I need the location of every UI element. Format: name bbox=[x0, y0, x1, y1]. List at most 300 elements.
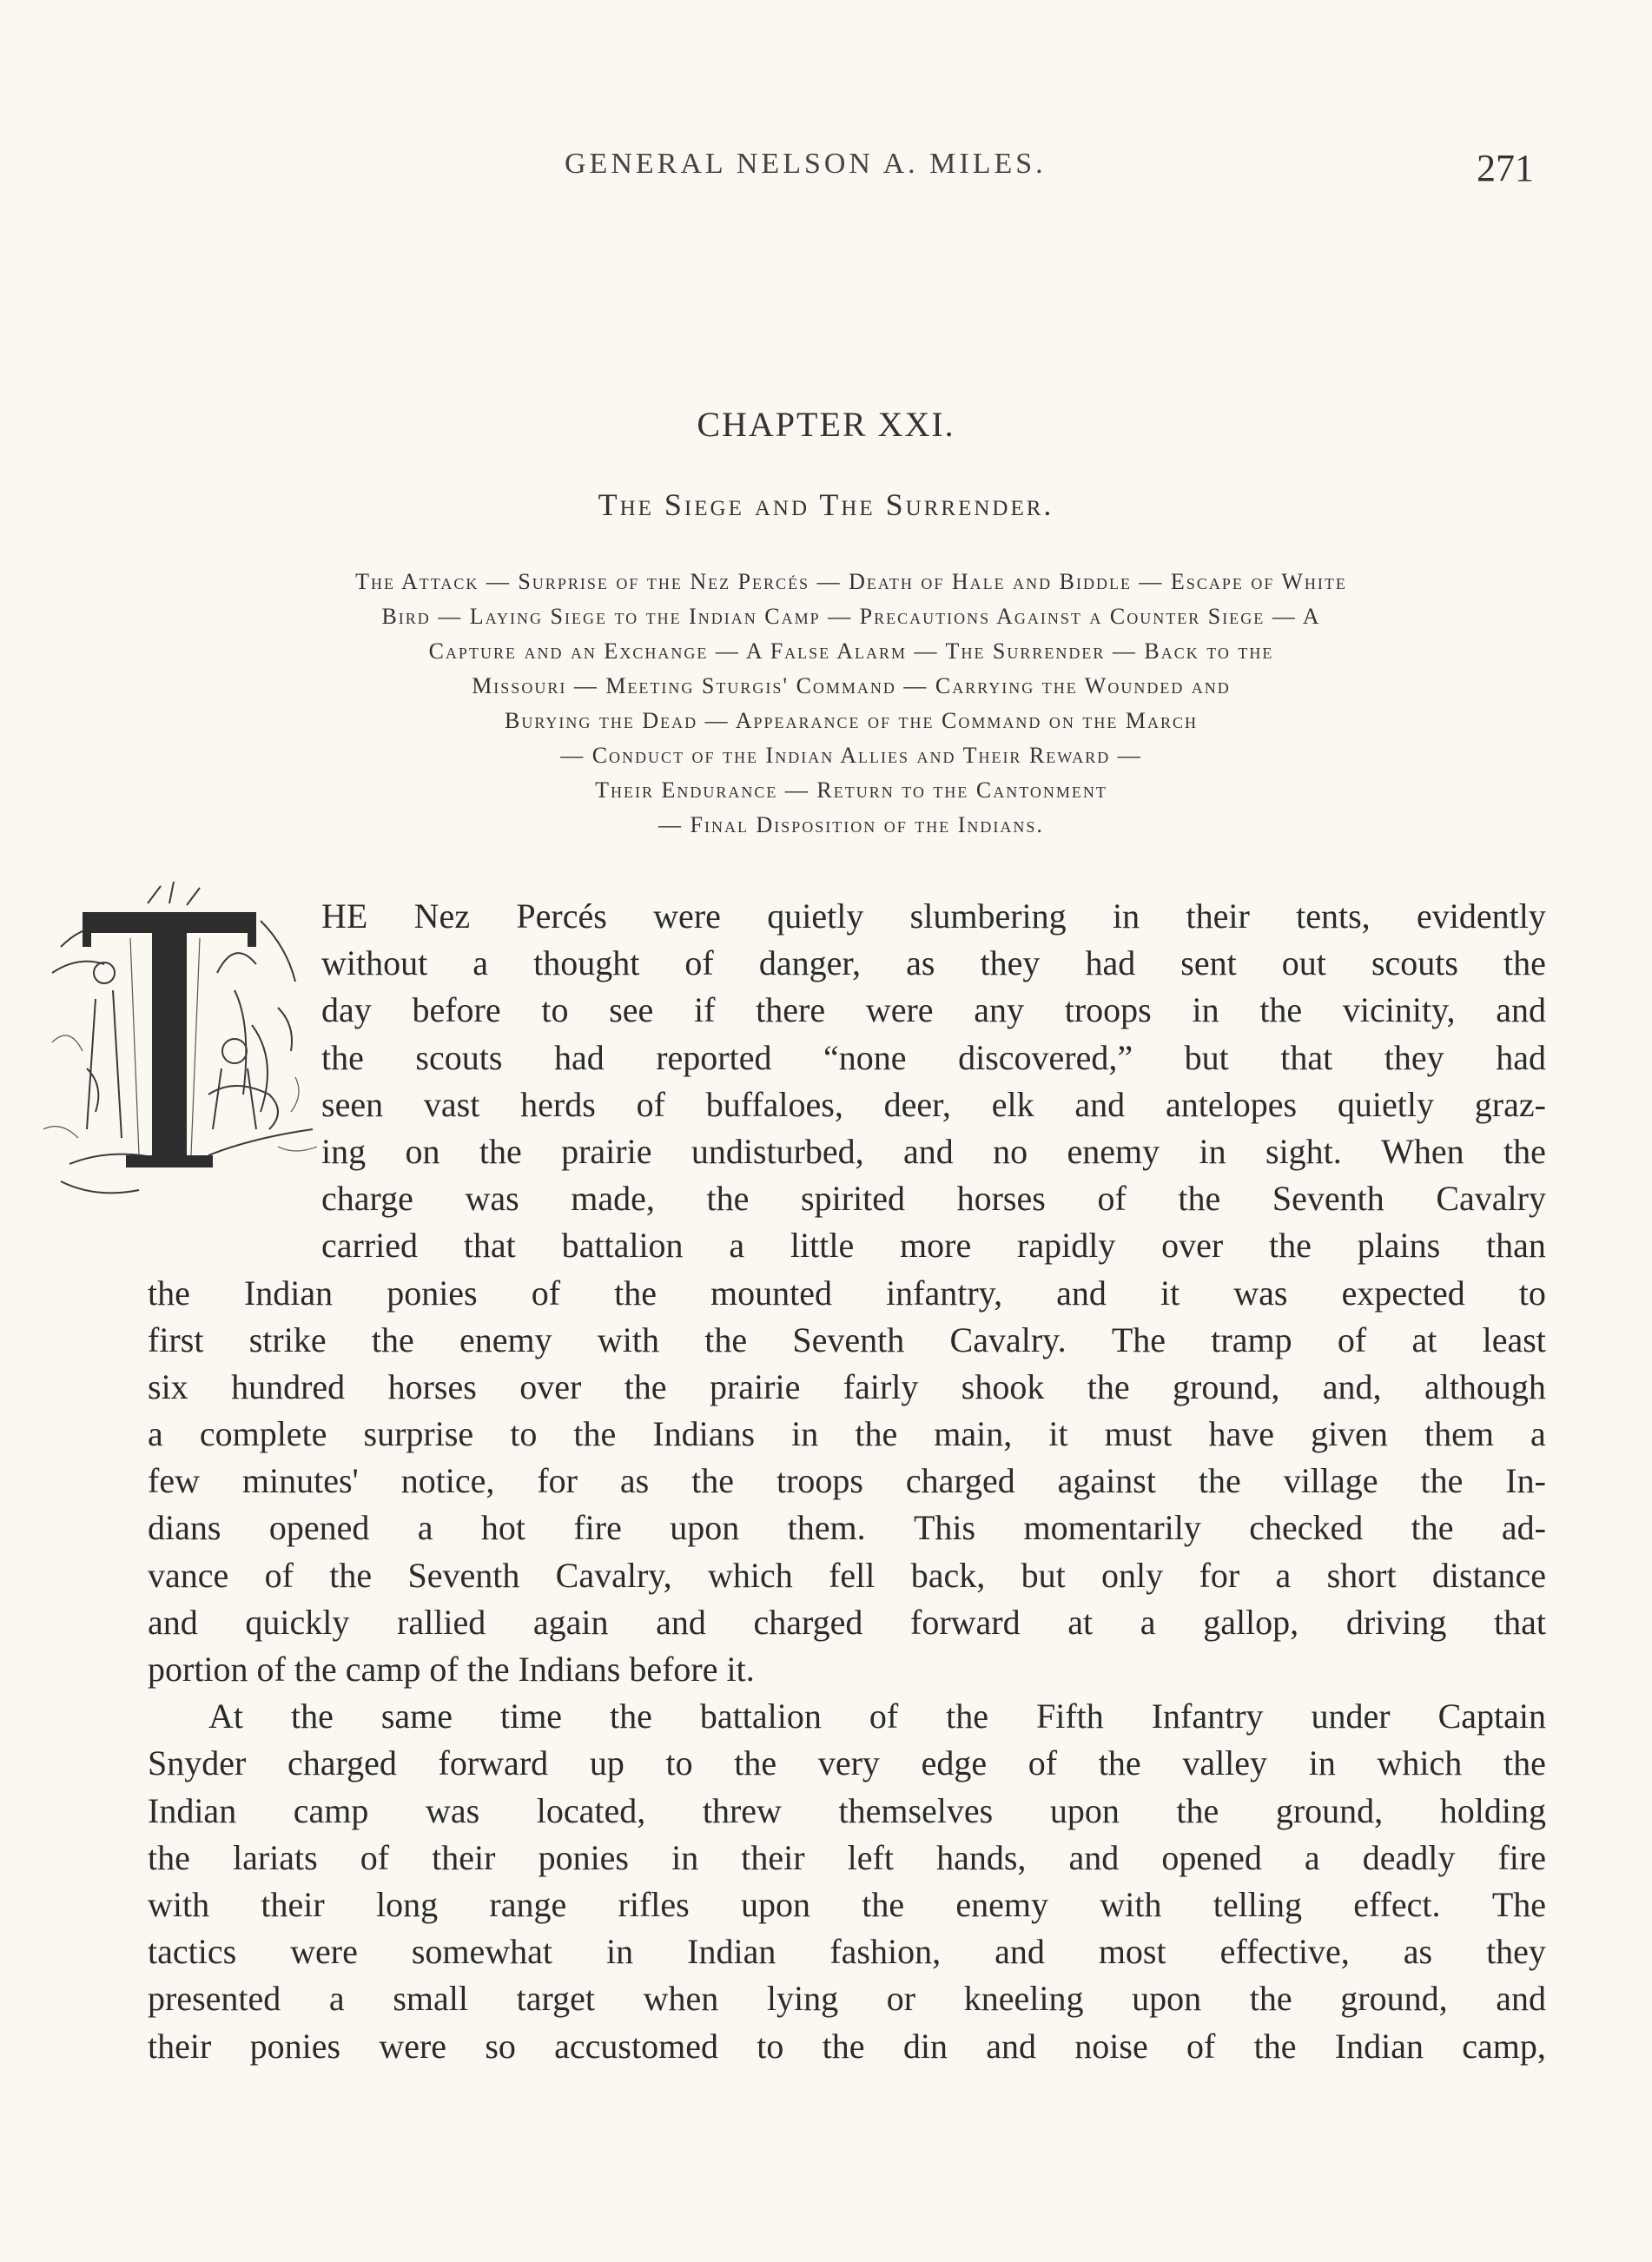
word: vance bbox=[148, 1555, 229, 1595]
word: camp bbox=[293, 1790, 369, 1830]
word: troops bbox=[1064, 990, 1152, 1030]
word: without bbox=[321, 943, 428, 983]
word: range bbox=[489, 1884, 567, 1924]
word: before bbox=[629, 1650, 727, 1689]
word: ponies bbox=[538, 1837, 629, 1877]
text-line bbox=[148, 1882, 1546, 1928]
word: it. bbox=[726, 1650, 755, 1689]
word: was bbox=[425, 1790, 480, 1830]
word: given bbox=[1311, 1414, 1388, 1454]
word: that bbox=[463, 1226, 516, 1266]
word: quietly bbox=[767, 896, 864, 936]
synopsis-line: — Final Disposition of the Indians. bbox=[658, 812, 1044, 837]
word: themselves bbox=[838, 1790, 994, 1830]
word: there bbox=[756, 990, 826, 1030]
word: their bbox=[432, 1837, 496, 1877]
word: vicinity, bbox=[1342, 990, 1456, 1030]
text-line bbox=[321, 893, 1546, 940]
word: with bbox=[1100, 1884, 1162, 1924]
running-title: GENERAL NELSON A. MILES. bbox=[565, 148, 1047, 180]
word: shook bbox=[961, 1366, 1045, 1406]
text-line bbox=[321, 1081, 1546, 1128]
word: ponies bbox=[387, 1273, 478, 1313]
word: and bbox=[148, 1602, 198, 1642]
word: prairie bbox=[561, 1131, 652, 1171]
text-line bbox=[148, 1317, 1546, 1364]
word: horses bbox=[956, 1179, 1046, 1219]
word: Seventh bbox=[1272, 1179, 1384, 1219]
running-head bbox=[0, 139, 1652, 191]
word: when bbox=[643, 1979, 719, 2019]
word: the bbox=[822, 2026, 865, 2066]
word: charge bbox=[321, 1179, 413, 1219]
word: and bbox=[1496, 990, 1546, 1030]
word: so bbox=[485, 2026, 516, 2066]
paragraph bbox=[148, 893, 1546, 1693]
word: scouts bbox=[415, 1037, 503, 1077]
word: of bbox=[636, 1084, 665, 1124]
word: telling bbox=[1213, 1884, 1302, 1924]
word: short bbox=[1326, 1555, 1397, 1595]
text-line bbox=[148, 1835, 1546, 1882]
word: the bbox=[321, 1037, 364, 1077]
word: to bbox=[541, 990, 569, 1030]
word: upon bbox=[740, 1884, 810, 1924]
word: battalion bbox=[561, 1226, 684, 1266]
synopsis-line: Missouri — Meeting Sturgis' Command — Carrying the Wounded and bbox=[472, 673, 1231, 698]
word: although bbox=[1424, 1366, 1546, 1406]
word: before bbox=[412, 990, 501, 1030]
word: expected bbox=[1341, 1273, 1465, 1313]
word: hundred bbox=[231, 1366, 346, 1406]
word: of bbox=[1337, 1320, 1367, 1359]
text-line bbox=[148, 1928, 1546, 1975]
word: lying bbox=[766, 1979, 839, 2019]
word: their bbox=[741, 1837, 805, 1877]
word: distance bbox=[1431, 1555, 1546, 1595]
word: upon bbox=[1132, 1979, 1202, 2019]
word: din bbox=[902, 2026, 948, 2066]
word: it bbox=[1048, 1414, 1068, 1454]
word: the bbox=[573, 1414, 617, 1454]
word: noise bbox=[1074, 2026, 1148, 2066]
word: hot bbox=[480, 1508, 525, 1548]
word: in bbox=[1308, 1743, 1336, 1783]
word: with bbox=[597, 1320, 659, 1359]
word: back, bbox=[910, 1555, 986, 1595]
word: the bbox=[614, 1273, 657, 1313]
word: and bbox=[995, 1932, 1045, 1972]
text-line bbox=[148, 1693, 1546, 1740]
word: their bbox=[148, 2026, 212, 2066]
word: the bbox=[1253, 2026, 1297, 2066]
word: their bbox=[1186, 896, 1250, 936]
text-line bbox=[148, 1411, 1546, 1458]
word: time bbox=[499, 1696, 563, 1736]
word: little bbox=[790, 1226, 855, 1266]
word: prairie bbox=[709, 1366, 801, 1406]
word: at bbox=[1067, 1602, 1094, 1642]
word: in bbox=[1199, 1131, 1226, 1171]
word: any bbox=[974, 990, 1025, 1030]
word: of bbox=[869, 1696, 899, 1736]
word: at bbox=[1411, 1320, 1437, 1359]
word: if bbox=[694, 990, 716, 1030]
word: as bbox=[906, 943, 935, 983]
word: fell bbox=[829, 1555, 876, 1595]
word: than bbox=[1486, 1226, 1546, 1266]
word: camp, bbox=[1462, 2026, 1546, 2066]
word: a bbox=[1530, 1414, 1546, 1454]
word: gallop, bbox=[1203, 1602, 1299, 1642]
word: driving bbox=[1345, 1602, 1447, 1642]
word: were bbox=[653, 896, 721, 936]
word: opened bbox=[1161, 1837, 1262, 1877]
word: valley bbox=[1182, 1743, 1268, 1783]
word: threw bbox=[702, 1790, 782, 1830]
word: Indians bbox=[652, 1414, 756, 1454]
word: fairly bbox=[843, 1366, 919, 1406]
word: tactics bbox=[148, 1932, 237, 1972]
word: deer, bbox=[883, 1084, 951, 1124]
word: momentarily bbox=[1023, 1508, 1201, 1548]
word: again bbox=[532, 1602, 609, 1642]
word: with bbox=[148, 1884, 210, 1924]
word: horses bbox=[387, 1366, 477, 1406]
word: carried bbox=[321, 1226, 419, 1266]
synopsis-line: — Conduct of the Indian Allies and Their Reward — bbox=[560, 743, 1142, 768]
word: that bbox=[1494, 1602, 1546, 1642]
text-line bbox=[148, 1270, 1546, 1317]
word: the bbox=[1198, 1461, 1241, 1501]
word: they bbox=[1384, 1037, 1444, 1077]
synopsis-line: Their Endurance — Return to the Cantonment bbox=[595, 777, 1107, 803]
word: plains bbox=[1357, 1226, 1441, 1266]
word: ad- bbox=[1501, 1508, 1546, 1548]
word: a bbox=[148, 1414, 163, 1454]
word: deadly bbox=[1362, 1837, 1456, 1877]
word: quietly bbox=[1337, 1084, 1434, 1124]
word: and, bbox=[1322, 1366, 1382, 1406]
word: had bbox=[1085, 943, 1136, 983]
word: a bbox=[1275, 1555, 1292, 1595]
word: the bbox=[1411, 1508, 1454, 1548]
word: Cavalry bbox=[1436, 1179, 1546, 1219]
word: the bbox=[479, 1131, 522, 1171]
word: accustomed bbox=[554, 2026, 718, 2066]
word: dians bbox=[148, 1508, 221, 1548]
word: the bbox=[1503, 1131, 1546, 1171]
word: in bbox=[1192, 990, 1219, 1030]
word: Cavalry. bbox=[949, 1320, 1067, 1359]
word: upon bbox=[670, 1508, 740, 1548]
word: In- bbox=[1505, 1461, 1546, 1501]
word: evidently bbox=[1417, 896, 1546, 936]
word: left bbox=[847, 1837, 894, 1877]
word: located, bbox=[536, 1790, 646, 1830]
body-text bbox=[148, 893, 1546, 2070]
synopsis-line: Burying the Dead — Appearance of the Command on the March bbox=[505, 708, 1198, 733]
word: a bbox=[417, 1508, 433, 1548]
chapter-synopsis bbox=[148, 565, 1555, 843]
word: them bbox=[1424, 1414, 1494, 1454]
word: This bbox=[913, 1508, 976, 1548]
word: enemy bbox=[1067, 1131, 1160, 1171]
text-line bbox=[148, 1646, 1546, 1693]
text-line bbox=[148, 1552, 1546, 1599]
word: most bbox=[1098, 1932, 1166, 1972]
synopsis-line: Capture and an Exchange — A False Alarm — The Surrender — Back to the bbox=[428, 638, 1274, 664]
word: the bbox=[1176, 1790, 1219, 1830]
word: long bbox=[376, 1884, 439, 1924]
word: surprise bbox=[363, 1414, 474, 1454]
word: as bbox=[1403, 1932, 1433, 1972]
word: over bbox=[519, 1366, 582, 1406]
word: When bbox=[1381, 1131, 1464, 1171]
text-line bbox=[148, 1505, 1546, 1551]
word: in bbox=[791, 1414, 819, 1454]
text-line bbox=[148, 1740, 1546, 1787]
word: The bbox=[1111, 1320, 1166, 1359]
word: were bbox=[290, 1932, 358, 1972]
word: sent bbox=[1180, 943, 1237, 983]
word: charged bbox=[753, 1602, 863, 1642]
word: charged bbox=[905, 1461, 1015, 1501]
word: fire bbox=[573, 1508, 622, 1548]
word: the bbox=[855, 1414, 898, 1454]
word: was bbox=[465, 1179, 519, 1219]
word: effective, bbox=[1219, 1932, 1350, 1972]
word: were bbox=[379, 2026, 447, 2066]
word: or bbox=[886, 1979, 916, 2019]
word: the bbox=[1249, 1979, 1292, 2019]
word: vast bbox=[423, 1084, 480, 1124]
word: the bbox=[466, 1650, 519, 1689]
word: discovered,” bbox=[958, 1037, 1133, 1077]
word: and bbox=[1068, 1837, 1120, 1877]
word: to bbox=[1518, 1273, 1546, 1313]
word: six bbox=[148, 1366, 188, 1406]
word: same bbox=[380, 1696, 453, 1736]
word: the bbox=[946, 1696, 988, 1736]
word: had bbox=[553, 1037, 605, 1077]
word: the bbox=[1098, 1743, 1141, 1783]
word: rallied bbox=[397, 1602, 486, 1642]
word: danger, bbox=[758, 943, 862, 983]
word: of bbox=[429, 1650, 467, 1689]
word: Infantry bbox=[1151, 1696, 1264, 1736]
word: and bbox=[656, 1602, 706, 1642]
word: more bbox=[900, 1226, 972, 1266]
word: a bbox=[472, 943, 489, 983]
word: was bbox=[1233, 1273, 1288, 1313]
word: The bbox=[1491, 1884, 1546, 1924]
word: a bbox=[1304, 1837, 1320, 1877]
text-line bbox=[321, 1175, 1546, 1222]
word: the bbox=[294, 1650, 346, 1689]
word: strike bbox=[248, 1320, 327, 1359]
word: buffaloes, bbox=[705, 1084, 843, 1124]
word: edge bbox=[921, 1743, 988, 1783]
word: Snyder bbox=[148, 1743, 247, 1783]
word: under bbox=[1311, 1696, 1391, 1736]
word: graz- bbox=[1474, 1084, 1546, 1124]
word: see bbox=[609, 990, 654, 1030]
word: which bbox=[1377, 1743, 1463, 1783]
text-line bbox=[321, 1035, 1546, 1081]
word: the bbox=[1087, 1366, 1130, 1406]
word: of bbox=[684, 943, 714, 983]
word: kneeling bbox=[963, 1979, 1084, 2019]
word: target bbox=[516, 1979, 595, 2019]
word: few bbox=[148, 1461, 200, 1501]
word: scouts bbox=[1371, 943, 1458, 983]
word: ground, bbox=[1340, 1979, 1448, 2019]
word: Indian bbox=[148, 1790, 237, 1830]
word: enemy bbox=[459, 1320, 552, 1359]
word: complete bbox=[199, 1414, 327, 1454]
word: the bbox=[862, 1884, 905, 1924]
word: a bbox=[1140, 1602, 1156, 1642]
word: no bbox=[993, 1131, 1028, 1171]
word: had bbox=[1496, 1037, 1546, 1077]
word: but bbox=[1021, 1555, 1066, 1595]
word: lariats bbox=[232, 1837, 318, 1877]
word: elk bbox=[991, 1084, 1034, 1124]
synopsis-line: Bird — Laying Siege to the Indian Camp — Precautions Against a Counter Siege — A bbox=[381, 604, 1321, 629]
word: Percés bbox=[516, 896, 607, 936]
word: battalion bbox=[699, 1696, 822, 1736]
word: first bbox=[148, 1320, 204, 1359]
word: enemy bbox=[955, 1884, 1049, 1924]
word: were bbox=[865, 990, 934, 1030]
word: it bbox=[1160, 1273, 1180, 1313]
word: hands, bbox=[936, 1837, 1027, 1877]
word: Cavalry, bbox=[555, 1555, 672, 1595]
word: least bbox=[1482, 1320, 1546, 1359]
word: the bbox=[371, 1320, 414, 1359]
word: spirited bbox=[801, 1179, 905, 1219]
word: the bbox=[691, 1461, 735, 1501]
word: village bbox=[1283, 1461, 1378, 1501]
word: effect. bbox=[1353, 1884, 1441, 1924]
text-line bbox=[148, 1975, 1546, 2022]
word: of bbox=[360, 1837, 390, 1877]
word: of bbox=[1097, 1179, 1127, 1219]
word: HE bbox=[321, 896, 368, 936]
word: tramp bbox=[1211, 1320, 1292, 1359]
word: and bbox=[903, 1131, 954, 1171]
word: on bbox=[405, 1131, 440, 1171]
text-line bbox=[148, 1599, 1546, 1646]
word: rifles bbox=[618, 1884, 690, 1924]
word: their bbox=[261, 1884, 325, 1924]
word: checked bbox=[1249, 1508, 1364, 1548]
text-line bbox=[321, 1128, 1546, 1175]
word: herds bbox=[520, 1084, 596, 1124]
word: against bbox=[1057, 1461, 1156, 1501]
word: the bbox=[610, 1696, 652, 1736]
word: of bbox=[1186, 2026, 1216, 2066]
word: the bbox=[148, 1837, 190, 1877]
text-line bbox=[148, 1788, 1546, 1835]
text-line bbox=[321, 1222, 1546, 1269]
word: portion bbox=[148, 1650, 257, 1689]
word: thought bbox=[533, 943, 640, 983]
word: to bbox=[665, 1743, 693, 1783]
word: and bbox=[1074, 1084, 1126, 1124]
paragraph bbox=[148, 1693, 1546, 2070]
word: Fifth bbox=[1035, 1696, 1104, 1736]
word: ponies bbox=[249, 2026, 341, 2066]
word: somewhat bbox=[411, 1932, 553, 1972]
word: and bbox=[986, 2026, 1036, 2066]
word: minutes' bbox=[241, 1461, 359, 1501]
word: the bbox=[148, 1273, 190, 1313]
word: reported bbox=[656, 1037, 772, 1077]
word: slumbering bbox=[909, 896, 1067, 936]
word: seen bbox=[321, 1084, 384, 1124]
word: rapidly bbox=[1017, 1226, 1116, 1266]
word: troops bbox=[776, 1461, 863, 1501]
word: which bbox=[708, 1555, 793, 1595]
synopsis-line: The Attack — Surprise of the Nez Percés — Death of Hale and Biddle — Escape of White bbox=[355, 569, 1347, 594]
word: upon bbox=[1049, 1790, 1120, 1830]
word: the bbox=[1420, 1461, 1464, 1501]
word: the bbox=[1178, 1179, 1221, 1219]
word: that bbox=[1280, 1037, 1333, 1077]
word: main, bbox=[934, 1414, 1013, 1454]
word: must bbox=[1104, 1414, 1173, 1454]
word: the bbox=[1259, 990, 1303, 1030]
word: ground, bbox=[1173, 1366, 1280, 1406]
word: and bbox=[1056, 1273, 1107, 1313]
word: holding bbox=[1439, 1790, 1546, 1830]
word: they bbox=[1486, 1932, 1546, 1972]
text-line bbox=[148, 1364, 1546, 1411]
page-number: 271 bbox=[1477, 147, 1534, 189]
word: in bbox=[1113, 896, 1140, 936]
word: Indian bbox=[243, 1273, 334, 1313]
word: notice, bbox=[400, 1461, 495, 1501]
word: Indian bbox=[1334, 2026, 1424, 2066]
word: made, bbox=[571, 1179, 655, 1219]
word: very bbox=[817, 1743, 880, 1783]
word: camp bbox=[345, 1650, 430, 1689]
word: forward bbox=[438, 1743, 549, 1783]
word: the bbox=[1503, 943, 1546, 983]
word: quickly bbox=[245, 1602, 350, 1642]
word: to bbox=[757, 2026, 784, 2066]
word: the bbox=[1503, 1743, 1546, 1783]
word: “none bbox=[823, 1037, 907, 1077]
word: they bbox=[980, 943, 1041, 983]
word: of bbox=[531, 1273, 561, 1313]
word: the bbox=[704, 1320, 748, 1359]
word: for bbox=[537, 1461, 578, 1501]
word: mounted bbox=[710, 1273, 832, 1313]
word: them. bbox=[787, 1508, 866, 1548]
word: Nez bbox=[413, 896, 471, 936]
word: and bbox=[1496, 1979, 1546, 2019]
word: At bbox=[208, 1696, 243, 1736]
word: for bbox=[1199, 1555, 1240, 1595]
word: fashion, bbox=[829, 1932, 942, 1972]
word: Indians bbox=[518, 1650, 630, 1689]
word: only bbox=[1101, 1555, 1164, 1595]
text-line bbox=[148, 1458, 1546, 1505]
chapter-title: The Siege and The Surrender. bbox=[598, 487, 1054, 522]
